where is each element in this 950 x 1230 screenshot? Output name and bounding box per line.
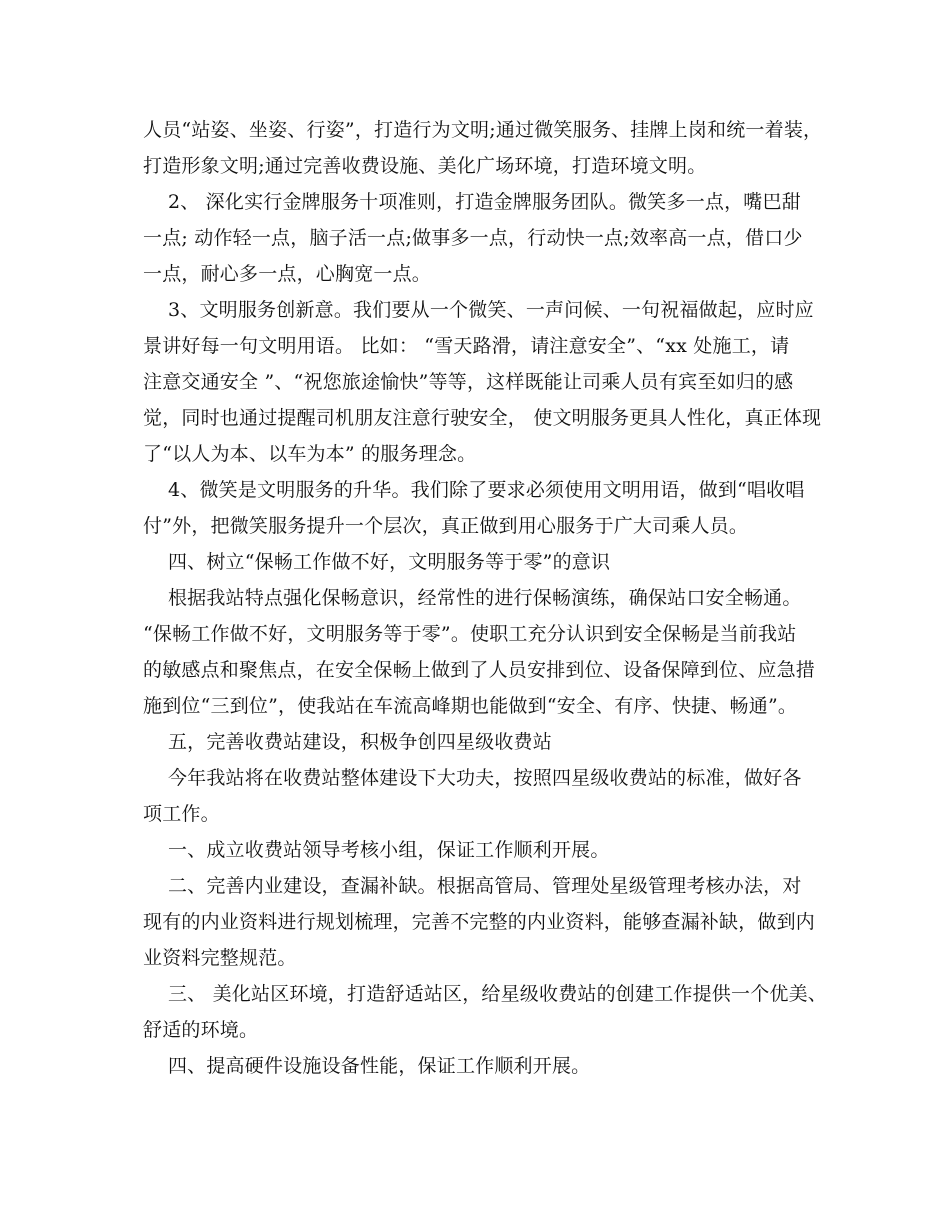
text-line: 4、微笑是文明服务的升华。我们除了要求必须使用文明用语，做到“唱收唱 bbox=[143, 479, 805, 501]
text-line: 的敏感点和聚焦点，在安全保畅上做到了人员安排到位、设备保障到位、应急措 bbox=[143, 659, 816, 681]
text-line: 根据我站特点强化保畅意识，经常性的进行保畅演练，确保站口安全畅通。 bbox=[143, 587, 802, 609]
text-line: 二、完善内业建设，查漏补缺。根据高管局、管理处星级管理考核办法，对 bbox=[143, 875, 802, 897]
text-line: 四、提高硬件设施设备性能，保证工作顺利开展。 bbox=[143, 1055, 591, 1077]
text-line: “保畅工作做不好，文明服务等于零”。使职工充分认识到安全保畅是当前我站 bbox=[143, 623, 797, 645]
text-line: 了“以人为本、以车为本” 的服务理念。 bbox=[143, 443, 477, 465]
text-line: 今年我站将在收费站整体建设下大功夫，按照四星级收费站的标准，做好各 bbox=[143, 767, 802, 789]
section-heading: 四、树立“保畅工作做不好，文明服务等于零”的意识 bbox=[143, 551, 611, 573]
text-line: 施到位“三到位”，使我站在车流高峰期也能做到“安全、有序、快捷、畅通”。 bbox=[143, 695, 798, 717]
text-line: 2、 深化实行金牌服务十项准则，打造金牌服务团队。微笑多一点，嘴巴甜 bbox=[143, 191, 801, 213]
text-line: 一、成立收费站领导考核小组，保证工作顺利开展。 bbox=[143, 839, 610, 861]
text-line: 人员“站姿、坐姿、行姿”，打造行为文明;通过微笑服务、挂牌上岗和统一着装， bbox=[143, 119, 823, 141]
text-line: 业资料完整规范。 bbox=[143, 947, 297, 969]
text-line: 觉，同时也通过提醒司机朋友注意行驶安全， 使文明服务更具人性化，真正体现 bbox=[143, 407, 822, 429]
text-line: 3、文明服务创新意。我们要从一个微笑、一声问候、一句祝福做起，应时应 bbox=[143, 299, 814, 321]
text-line: 景讲好每一句文明用语。 比如： “雪天路滑，请注意安全”、“xx 处施工，请 bbox=[143, 335, 790, 357]
text-line: 项工作。 bbox=[143, 803, 220, 825]
text-line: 一点，耐心多一点，心胸宽一点。 bbox=[143, 263, 432, 285]
text-line: 舒适的环境。 bbox=[143, 1019, 259, 1041]
section-heading: 五，完善收费站建设，积极争创四星级收费站 bbox=[143, 731, 552, 753]
text-line: 现有的内业资料进行规划梳理，完善不完整的内业资料，能够查漏补缺，做到内 bbox=[143, 911, 816, 933]
text-line: 三、 美化站区环境，打造舒适站区，给星级收费站的创建工作提供一个优美、 bbox=[143, 983, 827, 1005]
text-line: 付”外，把微笑服务提升一个层次，真正做到用心服务于广大司乘人员。 bbox=[143, 515, 749, 537]
text-line: 注意交通安全 ”、“祝您旅途愉快”等等，这样既能让司乘人员有宾至如归的感 bbox=[143, 371, 794, 393]
text-line: 打造形象文明;通过完善收费设施、美化广场环境，打造环境文明。 bbox=[143, 155, 707, 177]
text-line: 一点; 动作轻一点，脑子活一点;做事多一点，行动快一点;效率高一点，借口少 bbox=[143, 227, 803, 249]
